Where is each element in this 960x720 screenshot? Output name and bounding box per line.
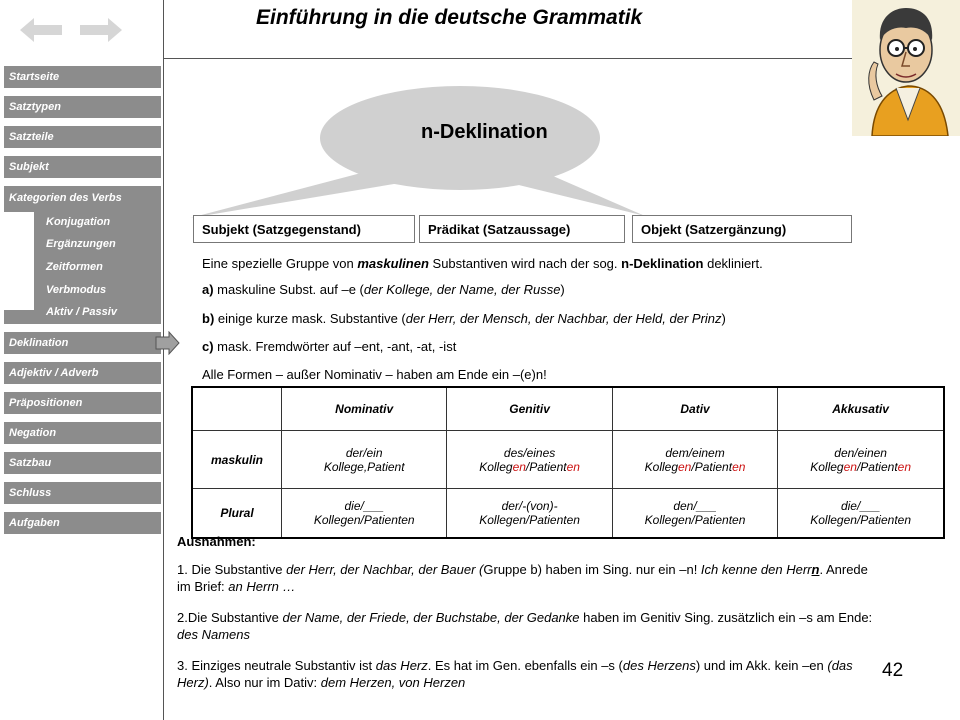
noun-stem: /Patient [525, 459, 567, 474]
nav-item-praepositionen[interactable]: Präpositionen [4, 392, 161, 414]
table-header-dativ: Dativ [612, 387, 777, 431]
ausnahme-3-f: (das Herz) [177, 658, 853, 690]
cell-maskulin-dativ [612, 431, 777, 489]
noun-ending: en [843, 459, 857, 474]
cell-maskulin-genitiv [447, 431, 612, 489]
ausnahme-3-e: ) und im Akk. kein –en [695, 658, 828, 673]
bubble-label: n-Deklination [421, 121, 548, 143]
intro-em: maskulinen [357, 256, 429, 271]
nav-item-schluss[interactable]: Schluss [4, 482, 161, 504]
ausnahme-2-b: der Name, der Friede, der Buchstabe, der Gedanke [282, 610, 580, 625]
table-row [192, 489, 944, 539]
rule-a-key: a) [202, 282, 214, 297]
nav-item-satztypen[interactable]: Satztypen [4, 96, 161, 118]
table-header-akkusativ: Akkusativ [778, 387, 944, 431]
arrow-left-icon[interactable] [18, 14, 64, 46]
cell-noun [614, 460, 776, 474]
nav-subitem-konjugation[interactable]: Konjugation [46, 216, 111, 228]
rule-b-close: ) [721, 311, 726, 326]
rule-b [202, 311, 726, 326]
ausnahme-3-g: . Also nur im Dativ: [208, 675, 321, 690]
arrow-right-icon[interactable] [78, 14, 124, 46]
ausnahme-1-b: der Herr, der Nachbar, der Bauer ( [286, 562, 484, 577]
cell-plural-akkusativ [778, 489, 944, 539]
ausnahme-1-e: . Anrede im Brief: [177, 562, 868, 594]
ausnahme-1-d: Ich kenne den Herr [700, 562, 812, 577]
nav-item-startseite[interactable]: Startseite [4, 66, 161, 88]
professor-illustration [852, 0, 960, 136]
cell-noun: Kollegen/Patienten [644, 513, 746, 527]
nav-subitem-ergaenzungen[interactable]: Ergänzungen [46, 238, 116, 250]
rule-a [202, 282, 565, 297]
page-title: Einführung in die deutsche Grammatik [256, 6, 643, 29]
rule-c-key: c) [202, 339, 214, 354]
header-praedikat: Prädikat (Satzaussage) [419, 215, 625, 243]
cell-article: die/___ [344, 499, 384, 513]
intro-pre: Eine spezielle Gruppe von [202, 256, 358, 271]
sidebar-divider [163, 0, 164, 720]
nav-item-subjekt[interactable]: Subjekt [4, 156, 161, 178]
nav-group-kategorien [4, 186, 161, 324]
rule-a-close: ) [560, 282, 565, 297]
nav-item-aufgaben[interactable]: Aufgaben [4, 512, 161, 534]
intro-post: dekliniert. [703, 256, 763, 271]
nav-group-indent [4, 212, 34, 310]
cell-noun [779, 460, 942, 474]
cell-noun: Kollegen/Patienten [479, 513, 580, 527]
ausnahme-1-underlined: n [811, 562, 820, 577]
cell-noun [448, 460, 610, 474]
ausnahme-3-b: das Herz [375, 658, 428, 673]
cell-noun: Kollegen/Patienten [313, 513, 415, 527]
nav-item-adjektiv-adverb[interactable]: Adjektiv / Adverb [4, 362, 161, 384]
ausnahme-3-c: . Es hat im Gen. ebenfalls ein –s ( [427, 658, 623, 673]
nav-item-satzbau[interactable]: Satzbau [4, 452, 161, 474]
declension-table [191, 386, 945, 539]
title-underline [163, 58, 853, 59]
noun-ending: en [512, 459, 526, 474]
nav-item-kategorien-des-verbs[interactable]: Kategorien des Verbs [9, 192, 122, 204]
rule-b-key: b) [202, 311, 215, 326]
ausnahme-2-d: des Namens [177, 627, 250, 642]
page-number: 42 [882, 660, 904, 681]
nav-item-negation[interactable]: Negation [4, 422, 161, 444]
rule-a-examples: der Kollege, der Name, der Russe [363, 282, 561, 297]
nav-subitem-aktiv-passiv[interactable]: Aktiv / Passiv [46, 306, 117, 318]
nav-item-deklination[interactable]: Deklination [4, 332, 161, 354]
cell-plural-nominativ [282, 489, 447, 539]
ausnahme-1-f: an Herrn … [228, 579, 296, 594]
noun-ending: en [897, 459, 912, 474]
noun-stem: /Patient [856, 459, 898, 474]
row-label-maskulin: maskulin [192, 431, 282, 489]
cell-noun: Kollegen/Patienten [810, 513, 911, 527]
ausnahme-2 [177, 609, 879, 643]
cell-plural-dativ [612, 489, 777, 539]
rule-c [202, 339, 456, 354]
intro-bold: n-Deklination [621, 256, 704, 271]
cell-article: des/eines [503, 445, 556, 460]
noun-ending: en [732, 459, 746, 474]
intro-mid: Substantiven wird nach der sog. [428, 256, 622, 271]
cell-maskulin-nominativ [282, 431, 447, 489]
cell-maskulin-akkusativ [778, 431, 944, 489]
ausnahme-1-a: 1. Die Substantive [177, 562, 287, 577]
nav-subitem-verbmodus[interactable]: Verbmodus [46, 284, 107, 296]
cell-article: der/-(von)- [501, 499, 558, 513]
ausnahme-3-d: des Herzens [622, 658, 696, 673]
rule-b-text: einige kurze mask. Substantive ( [214, 311, 406, 326]
cell-article: den/___ [673, 499, 717, 513]
cell-noun: Kollege,Patient [323, 459, 405, 474]
row-label-plural: Plural [192, 489, 282, 539]
noun-stem: /Patient [691, 459, 733, 474]
intro-text [202, 256, 763, 271]
header-objekt: Objekt (Satzergänzung) [632, 215, 852, 243]
pointer-arrow-icon [155, 331, 181, 355]
cell-article: dem/einem [665, 445, 725, 460]
table-header-nominativ: Nominativ [282, 387, 447, 431]
rule-c-text: mask. Fremdwörter auf –ent, -ant, -at, -ist [213, 339, 457, 354]
ausnahme-1 [177, 561, 879, 595]
rule-a-text: maskuline Subst. auf –e ( [213, 282, 364, 297]
noun-stem: Kolleg [479, 459, 513, 474]
cell-article: die/___ [840, 499, 881, 513]
rule-b-examples: der Herr, der Mensch, der Nachbar, der Held, der Prinz [405, 311, 722, 326]
noun-ending: en [566, 459, 580, 474]
table-header-genitiv: Genitiv [447, 387, 612, 431]
ausnahme-3-h: dem Herzen, von Herzen [320, 675, 466, 690]
ausnahme-2-c: haben im Genitiv Sing. zusätzlich ein –s am Ende: [579, 610, 873, 625]
ausnahmen-heading: Ausnahmen: [177, 534, 256, 549]
ausnahme-2-a: 2.Die Substantive [177, 610, 283, 625]
noun-ending: en [678, 459, 692, 474]
nav-subitem-zeitformen[interactable]: Zeitformen [46, 261, 103, 273]
table-header-empty [192, 387, 282, 431]
header-subjekt: Subjekt (Satzgegenstand) [193, 215, 415, 243]
ausnahme-3 [177, 657, 879, 691]
rule-alle-formen: Alle Formen – außer Nominativ – haben am Ende ein –(e)n! [202, 367, 547, 382]
noun-stem: Kolleg [644, 459, 678, 474]
cell-article: den/einen [834, 445, 887, 460]
nav-item-satzteile[interactable]: Satzteile [4, 126, 161, 148]
table-header-row [192, 387, 944, 431]
table-row [192, 431, 944, 489]
speech-bubble-icon [170, 80, 670, 230]
cell-article: der/ein [345, 445, 383, 460]
ausnahme-1-c: Gruppe b) haben im Sing. nur ein –n! [483, 562, 701, 577]
cell-plural-genitiv [447, 489, 612, 539]
ausnahme-3-a: 3. Einziges neutrale Substantiv ist [177, 658, 376, 673]
noun-stem: Kolleg [810, 459, 844, 474]
